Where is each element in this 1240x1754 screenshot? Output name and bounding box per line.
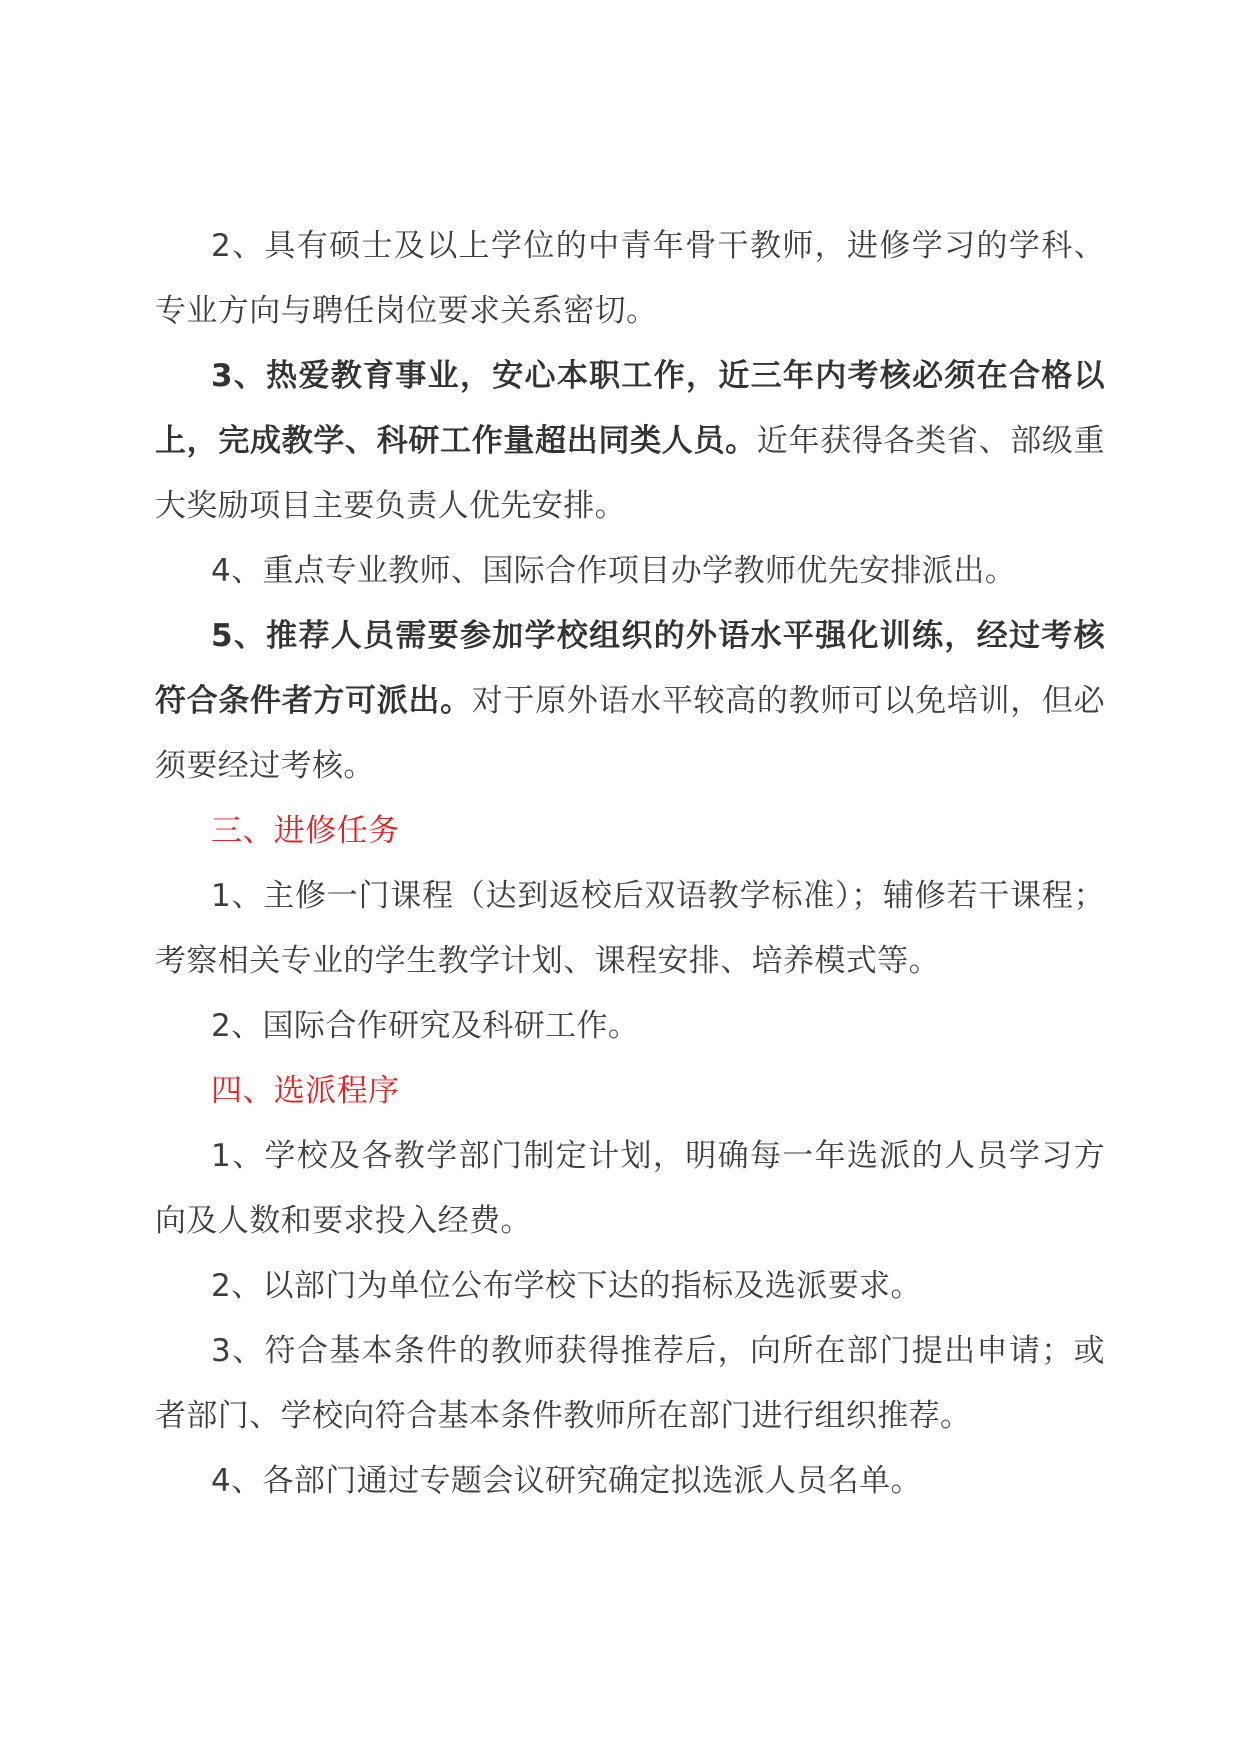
section-3-item-1: 1、主修一门课程（达到返校后双语教学标准）；辅修若干课程；考察相关专业的学生教学计划、课程安排、培养模式等。 — [155, 878, 1105, 979]
condition-3-text: 近年获得各类省、部级重大奖励项目主要负责人优先安排。 — [155, 423, 1105, 524]
condition-2-text: 2、具有硕士及以上学位的中青年骨干教师，进修学习的学科、专业方向与聘任岗位要求关系密切。 — [155, 228, 1105, 329]
condition-4-paragraph — [155, 539, 1105, 604]
section-3-heading: 三、进修任务 — [211, 813, 400, 849]
condition-5-paragraph — [155, 604, 1105, 799]
document-page — [155, 214, 1105, 1514]
condition-5-text: 对于原外语水平较高的教师可以免培训，但必须要经过考核。 — [155, 683, 1106, 784]
section-4-heading: 四、选派程序 — [211, 1073, 400, 1109]
condition-5-bold-text: 5、推荐人员需要参加学校组织的外语水平强化训练，经过考核符合条件者方可派出。 — [155, 618, 1105, 719]
condition-3-paragraph — [155, 344, 1105, 539]
condition-3-bold-text: 3、热爱教育事业，安心本职工作，近三年内考核必须在合格以上，完成教学、科研工作量超出同类人员。 — [155, 358, 1105, 459]
section-4-item-4: 4、各部门通过专题会议研究确定拟选派人员名单。 — [211, 1463, 922, 1499]
section-4-item-3: 3、符合基本条件的教师获得推荐后，向所在部门提出申请；或者部门、学校向符合基本条件教师所在部门进行组织推荐。 — [155, 1333, 1105, 1434]
section-4-item-1: 1、学校及各教学部门制定计划，明确每一年选派的人员学习方向及人数和要求投入经费。 — [155, 1138, 1105, 1239]
section-4-item-2: 2、以部门为单位公布学校下达的指标及选派要求。 — [211, 1268, 922, 1304]
condition-2-paragraph — [155, 214, 1105, 344]
condition-4-text: 4、重点专业教师、国际合作项目办学教师优先安排派出。 — [211, 553, 1017, 589]
section-3-item-2: 2、国际合作研究及科研工作。 — [211, 1008, 640, 1044]
